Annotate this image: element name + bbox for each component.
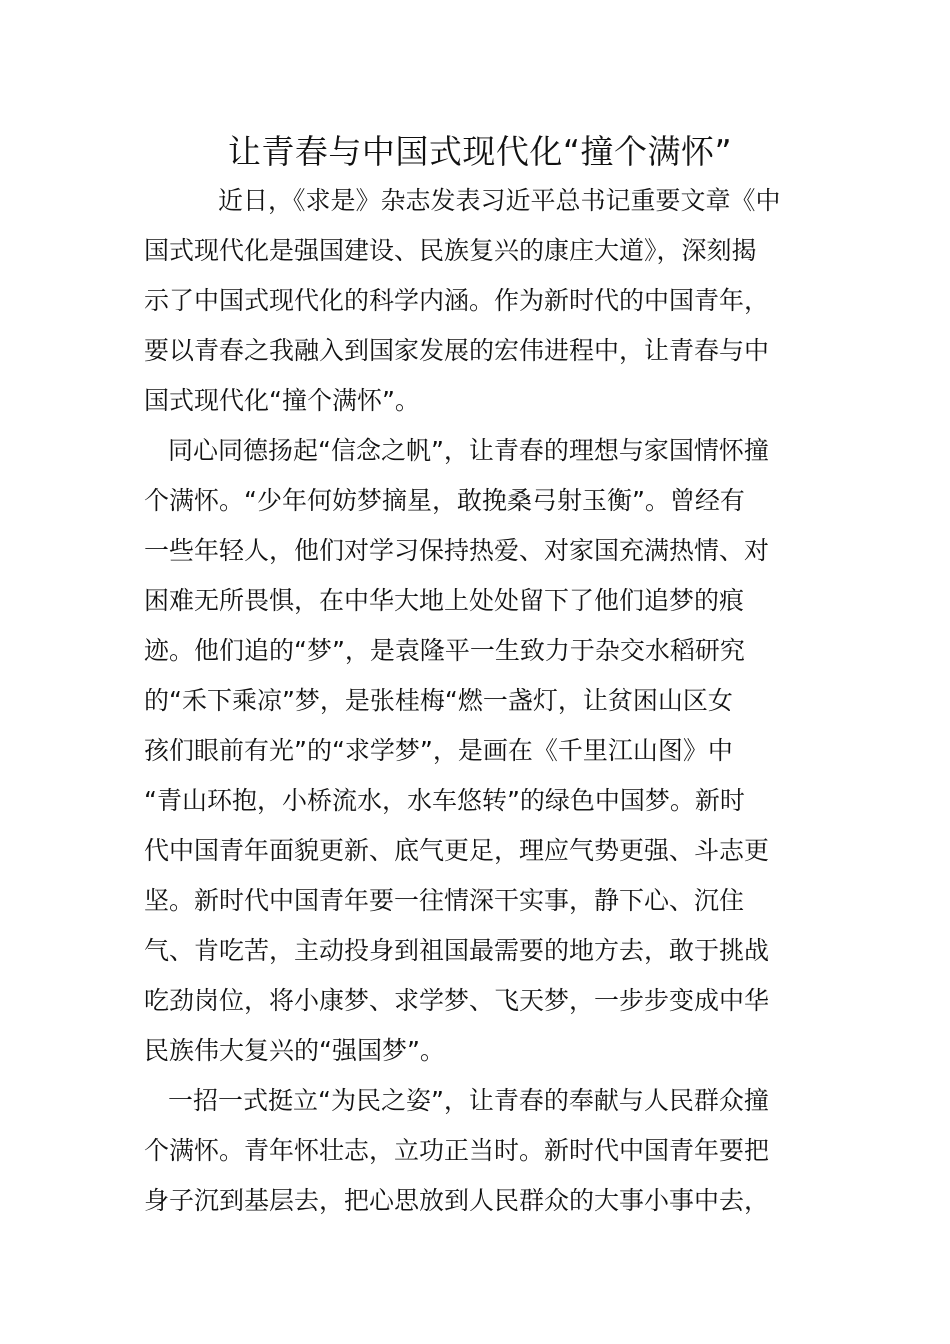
text-line: 吃劲岗位，将小康梦、求学梦、飞天梦，一步步变成中华 (144, 986, 770, 1015)
text-line: 一些年轻人，他们对学习保持热爱、对家国充满热情、对 (144, 536, 770, 565)
text-line: 身子沉到基层去，把心思放到人民群众的大事小事中去， (144, 1186, 770, 1215)
text-line: 国式现代化是强国建设、民族复兴的康庄大道》，深刻揭 (144, 236, 757, 265)
text-line: 个满怀。青年怀壮志，立功正当时。新时代中国青年要把 (144, 1136, 770, 1165)
text-line: “青山环抱，小桥流水，水车悠转”的绿色中国梦。新时 (144, 786, 745, 815)
text-line: 国式现代化“撞个满怀”。 (144, 386, 420, 415)
text-line: 近日，《求是》杂志发表习近平总书记重要文章《中 (218, 186, 781, 215)
text-line: 要以青春之我融入到国家发展的宏伟进程中，让青春与中 (144, 336, 770, 365)
text-line: 一招一式挺立“为民之姿”，让青春的奉献与人民群众撞 (168, 1086, 769, 1115)
document-body (144, 176, 809, 1226)
text-line: 代中国青年面貌更新、底气更足，理应气势更强、斗志更 (144, 836, 770, 865)
text-line: 气、肯吃苦，主动投身到祖国最需要的地方去，敢于挑战 (144, 936, 770, 965)
text-line: 示了中国式现代化的科学内涵。作为新时代的中国青年， (144, 286, 770, 315)
text-line: 民族伟大复兴的“强国梦”。 (144, 1036, 445, 1065)
text-line: 迹。他们追的“梦”，是袁隆平一生致力于杂交水稻研究 (144, 636, 745, 665)
text-line: 困难无所畏惧，在中华大地上处处留下了他们追梦的痕 (144, 586, 745, 615)
document-title: 让青春与中国式现代化“撞个满怀” (227, 132, 733, 171)
text-line: 坚。新时代中国青年要一往情深干实事，静下心、沉住 (144, 886, 745, 915)
text-line: 孩们眼前有光”的“求学梦”，是画在《千里江山图》中 (144, 736, 733, 765)
text-line: 个满怀。“少年何妨梦摘星，敢挽桑弓射玉衡”。曾经有 (144, 486, 745, 515)
text-line: 的“禾下乘凉”梦，是张桂梅“燃一盏灯，让贫困山区女 (144, 686, 733, 715)
text-line: 同心同德扬起“信念之帆”，让青春的理想与家国情怀撞 (168, 436, 769, 465)
